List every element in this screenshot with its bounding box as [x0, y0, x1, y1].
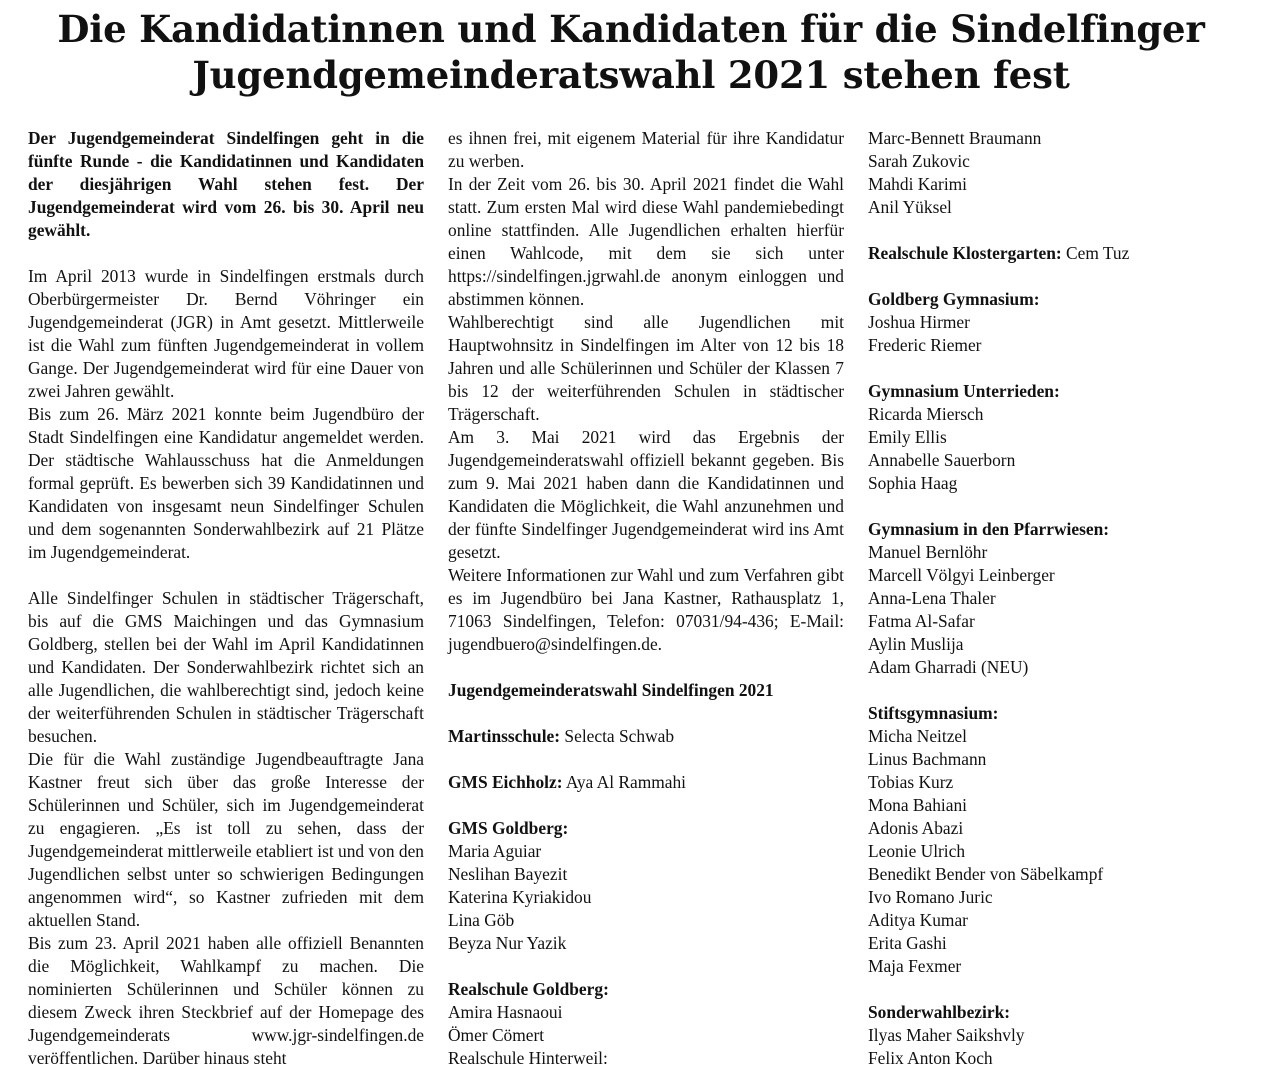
school-label-realschule-goldberg: Realschule Goldberg: [448, 979, 609, 999]
candidate-name: Felix Anton Koch [868, 1048, 993, 1068]
candidate-name: Adam Gharradi (NEU) [868, 657, 1029, 677]
candidate-name: Frederic Riemer [868, 335, 982, 355]
candidate-name: Neslihan Bayezit [448, 864, 568, 884]
candidate-name: Sophia Haag [868, 473, 958, 493]
school-entry-martinsschule [448, 725, 844, 748]
paragraph: es ihnen frei, mit eigenem Material für ihre Kandidatur zu werben. [448, 128, 844, 171]
candidate-name: Aditya Kumar [868, 910, 968, 930]
candidate-name: Ivo Romano Juric [868, 887, 993, 907]
candidate-name: Joshua Hirmer [868, 312, 970, 332]
candidate-list [868, 127, 1248, 219]
column-1 [28, 127, 424, 1070]
candidate-name: Ömer Cömert [448, 1025, 545, 1045]
lead-paragraph: Der Jugendgemeinderat Sindelfingen geht in die fünfte Runde - die Kandidatinnen und Kandidaten der diesjährigen Wahl stehen fest. Der Jugendgemeinderat wird vom 26. bis 30. April neu gewählt. [28, 128, 424, 240]
school-label: GMS Eichholz: [448, 772, 563, 792]
school-label-goldberg-gymnasium: Goldberg Gymnasium: [868, 289, 1040, 309]
candidate-name: Maria Aguiar [448, 841, 542, 861]
candidate-name: Cem Tuz [1061, 243, 1130, 263]
candidate-list [868, 725, 1248, 978]
candidate-name: Adonis Abazi [868, 818, 964, 838]
school-label-stiftsgymnasium: Stiftsgymnasium: [868, 703, 999, 723]
candidate-name: Fatma Al-Safar [868, 611, 975, 631]
school-entry-klostergarten [868, 242, 1248, 265]
candidate-name: Annabelle Sauerborn [868, 450, 1016, 470]
candidate-name: Aylin Muslija [868, 634, 964, 654]
candidate-name: Leonie Ulrich [868, 841, 966, 861]
article-title [0, 6, 1262, 98]
paragraph: Wahlberechtigt sind alle Jugendlichen mit Hauptwohnsitz in Sindelfingen im Alter von 12 bis 18 Jahren und alle Schülerinnen und Schüler der Klassen 7 bis 12 der weiterführenden Schulen in städtischer Trägerschaft. [448, 312, 844, 424]
paragraph: Die für die Wahl zuständige Jugendbeauftragte Jana Kastner freut sich über das große Interesse der Schülerinnen und Schüler, sich im Jugendgemeinderat zu engagieren. „Es ist toll zu sehen, dass der Jugendgemeinderat mittlerweile etabliert ist und von den Jugendlichen selbst unter so schwierigen Bedingungen angenommen wird“, so Kastner zufrieden mit dem aktuellen Stand. [28, 749, 425, 930]
candidate-name: Sarah Zukovic [868, 151, 970, 171]
candidate-list [868, 1024, 1248, 1070]
candidate-name: Ricarda Miersch [868, 404, 984, 424]
candidate-name: Emily Ellis [868, 427, 947, 447]
candidate-list [868, 541, 1248, 679]
school-label-sonderwahlbezirk: Sonderwahlbezirk: [868, 1002, 1011, 1022]
candidate-name: Marcell Völgyi Leinberger [868, 565, 1055, 585]
candidate-name: Manuel Bernlöhr [868, 542, 988, 562]
candidate-name: Ilyas Maher Saikshvly [868, 1025, 1025, 1045]
paragraph: Bis zum 23. April 2021 haben alle offiziell Benannten die Möglichkeit, Wahlkampf zu machen. Die nominierten Schülerinnen und Schüler können zu diesem Zweck ihren Steckbrief auf der Homepage des Jugendgemeinderats www.jgr-sindelfingen.de veröffentlichen. Darüber hinaus steht [28, 933, 424, 1068]
candidate-list [448, 840, 844, 955]
school-label-gms-goldberg: GMS Goldberg: [448, 818, 569, 838]
paragraph: Alle Sindelfinger Schulen in städtischer Trägerschaft, bis auf die GMS Maichingen und das Gymnasium Goldberg, stellen bei der Wahl im April Kandidatinnen und Kandidaten. Der Sonderwahlbezirk richtet sich an alle Jugendlichen, die wahlberechtigt sind, jedoch keine der weiterführenden Schulen in städtischer Trägerschaft besuchen. [28, 588, 424, 746]
candidate-name: Anna-Lena Thaler [868, 588, 996, 608]
column-2 [448, 127, 844, 1070]
candidate-name: Marc-Bennett Braumann [868, 128, 1042, 148]
candidate-name: Anil Yüksel [868, 197, 952, 217]
candidate-name: Tobias Kurz [868, 772, 954, 792]
paragraph: Im April 2013 wurde in Sindelfingen erstmals durch Oberbürgermeister Dr. Bernd Vöhringer ein Jugendgemeinderat (JGR) in Amt gesetzt. Mittlerweile ist die Wahl zum fünften Jugendgemeinderat in vollem Gange. Der Jugendgemeinderat wird für eine Dauer von zwei Jahren gewählt. [28, 266, 424, 401]
school-label-gymnasium-unterrieden: Gymnasium Unterrieden: [868, 381, 1060, 401]
column-3 [868, 127, 1248, 1070]
candidate-name: Maja Fexmer [868, 956, 962, 976]
candidate-name: Lina Göb [448, 910, 515, 930]
candidate-name: Beyza Nur Yazik [448, 933, 567, 953]
candidate-name: Aya Al Rammahi [562, 772, 687, 792]
paragraph: Weitere Informationen zur Wahl und zum Verfahren gibt es im Jugendbüro bei Jana Kastner, Rathausplatz 1, 71063 Sindelfingen, Telefon: 07031/94-436; E-Mail: jugendbuero@sindelfingen.de. [448, 565, 844, 654]
candidates-heading: Jugendgemeinderatswahl Sindelfingen 2021 [448, 680, 774, 700]
paragraph: Am 3. Mai 2021 wird das Ergebnis der Jugendgemeinderatswahl offiziell bekannt gegeben. Bis zum 9. Mai 2021 haben dann die Kandidatinnen und Kandidaten die Möglichkeit, die Wahl anzunehmen und der fünfte Sindelfinger Jugendgemeinderat wird ins Amt gesetzt. [448, 427, 844, 562]
paragraph: Bis zum 26. März 2021 konnte beim Jugendbüro der Stadt Sindelfingen eine Kandidatur angemeldet werden. Der städtische Wahlausschuss hat die Anmeldungen formal geprüft. Es bewerben sich 39 Kandidatinnen und Kandidaten von insgesamt neun Sindelfinger Schulen und dem sogenannten Sonderwahlbezirk auf 21 Plätze im Jugendgemeinderat. [28, 404, 424, 562]
title-line-1: Die Kandidatinnen und Kandidaten für die Sindelfinger [57, 7, 1205, 51]
school-label: Realschule Klostergarten: [868, 243, 1062, 263]
candidate-name: Mahdi Karimi [868, 174, 968, 194]
school-label-pfarrwiesen: Gymnasium in den Pfarrwiesen: [868, 519, 1110, 539]
school-entry-gms-eichholz [448, 771, 844, 794]
candidate-name: Katerina Kyriakidou [448, 887, 592, 907]
candidate-name: Selecta Schwab [560, 726, 675, 746]
candidate-name: Erita Gashi [868, 933, 947, 953]
candidate-list [868, 311, 1248, 357]
paragraph: In der Zeit vom 26. bis 30. April 2021 findet die Wahl statt. Zum ersten Mal wird diese Wahl pandemiebedingt online stattfinden. Alle Jugendlichen erhalten hierfür einen Wahlcode, mit dem sie sich unter https://sindelfingen.jgrwahl.de anonym einloggen und abstimmen können. [448, 174, 844, 309]
candidate-list [868, 403, 1248, 495]
school-label: Martinsschule: [448, 726, 561, 746]
title-line-2: Jugendgemeinderatswahl 2021 stehen fest [192, 53, 1070, 97]
candidate-name: Amira Hasnaoui [448, 1002, 563, 1022]
candidate-name: Micha Neitzel [868, 726, 967, 746]
candidate-name: Mona Bahiani [868, 795, 968, 815]
candidate-name: Linus Bachmann [868, 749, 987, 769]
candidate-name: Benedikt Bender von Säbelkampf [868, 864, 1104, 884]
candidate-name: Realschule Hinterweil: [448, 1048, 608, 1068]
candidate-list [448, 1001, 844, 1070]
